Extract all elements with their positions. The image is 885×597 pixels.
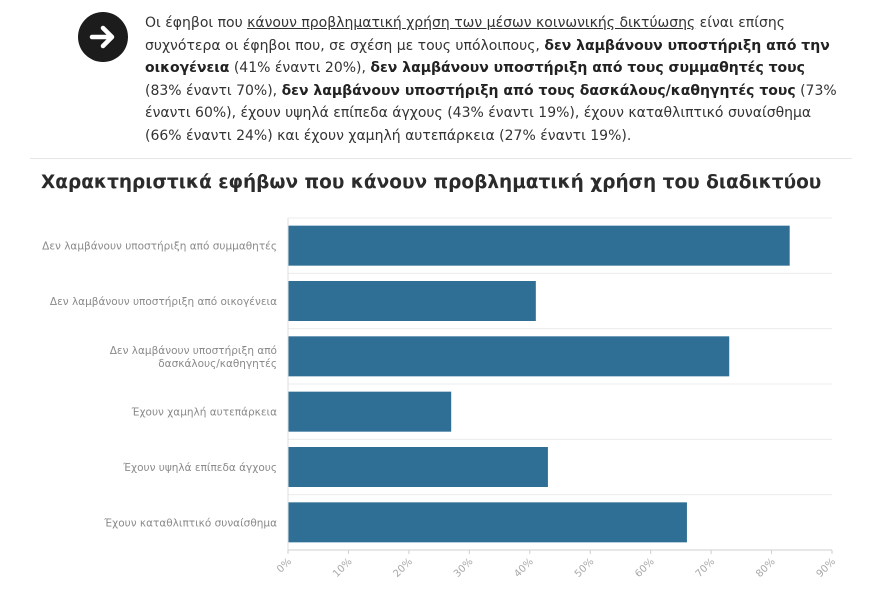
callout-segment: δεν λαμβάνουν υποστήριξη από τους συμμαθητές τους: [370, 60, 805, 76]
x-tick-label: 80%: [754, 556, 778, 580]
divider: [30, 158, 852, 159]
bar-chart: [0, 200, 885, 597]
category-label: Δεν λαμβάνουν υποστήριξη από συμμαθητές: [42, 240, 277, 253]
callout-segment: κάνουν προβληματική χρήση των μέσων κοινωνικής δικτύωσης: [247, 15, 696, 31]
callout-segment: Οι έφηβοι που: [145, 15, 248, 31]
category-label: Δεν λαμβάνουν υποστήριξη από: [109, 344, 277, 357]
bar: [288, 226, 790, 266]
bar: [288, 281, 536, 321]
category-label: Έχουν χαμηλή αυτεπάρκεια: [131, 406, 277, 419]
callout-segment: είναι επίσης συχνότερα οι έφηβοι που, σε σχέση με τους υπόλοιπους,: [145, 15, 785, 54]
x-tick-label: 60%: [633, 556, 657, 580]
category-label: Έχουν υψηλά επίπεδα άγχους: [123, 462, 277, 474]
x-tick-label: 10%: [331, 556, 355, 580]
bar: [288, 447, 548, 487]
x-tick-label: 0%: [275, 556, 295, 576]
callout-segment: (83% έναντι 70%),: [145, 82, 282, 99]
x-tick-label: 40%: [512, 556, 536, 580]
callout-text: [145, 12, 845, 147]
x-tick-label: 50%: [572, 556, 597, 580]
callout-segment: δεν λαμβάνουν υποστήριξη από τους δασκάλους/καθηγητές τους: [281, 82, 796, 99]
x-tick-label: 20%: [391, 556, 416, 580]
x-tick-label: 90%: [814, 556, 839, 580]
chart-title: Χαρακτηριστικά εφήβων που κάνουν προβληματική χρήση του διαδικτύου: [41, 172, 822, 193]
x-tick-label: 70%: [693, 556, 718, 580]
category-label: δασκάλους/καθηγητές: [158, 357, 277, 370]
bar: [288, 502, 687, 542]
callout-segment: δεν λαμβάνουν υποστήριξη από την οικογένεια: [145, 37, 830, 76]
x-tick-label: 30%: [451, 556, 476, 580]
arrow-right-icon: [78, 12, 128, 62]
callout-segment: (41% έναντι 20%),: [229, 60, 371, 76]
callout: [78, 8, 858, 148]
bar: [288, 336, 729, 376]
category-label: Δεν λαμβάνουν υποστήριξη από οικογένεια: [49, 296, 277, 308]
category-label: Έχουν καταθλιπτικό συναίσθημα: [104, 517, 277, 530]
bar: [288, 392, 451, 432]
callout-segment: (73% έναντι 60%), έχουν υψηλά επίπεδα άγχους (43% έναντι 19%), έχουν καταθλιπτικό συναίσθημα (66% έναντι 24%) και έχουν χαμηλή αυτεπάρκεια (27% έναντι 19%).: [145, 82, 837, 144]
